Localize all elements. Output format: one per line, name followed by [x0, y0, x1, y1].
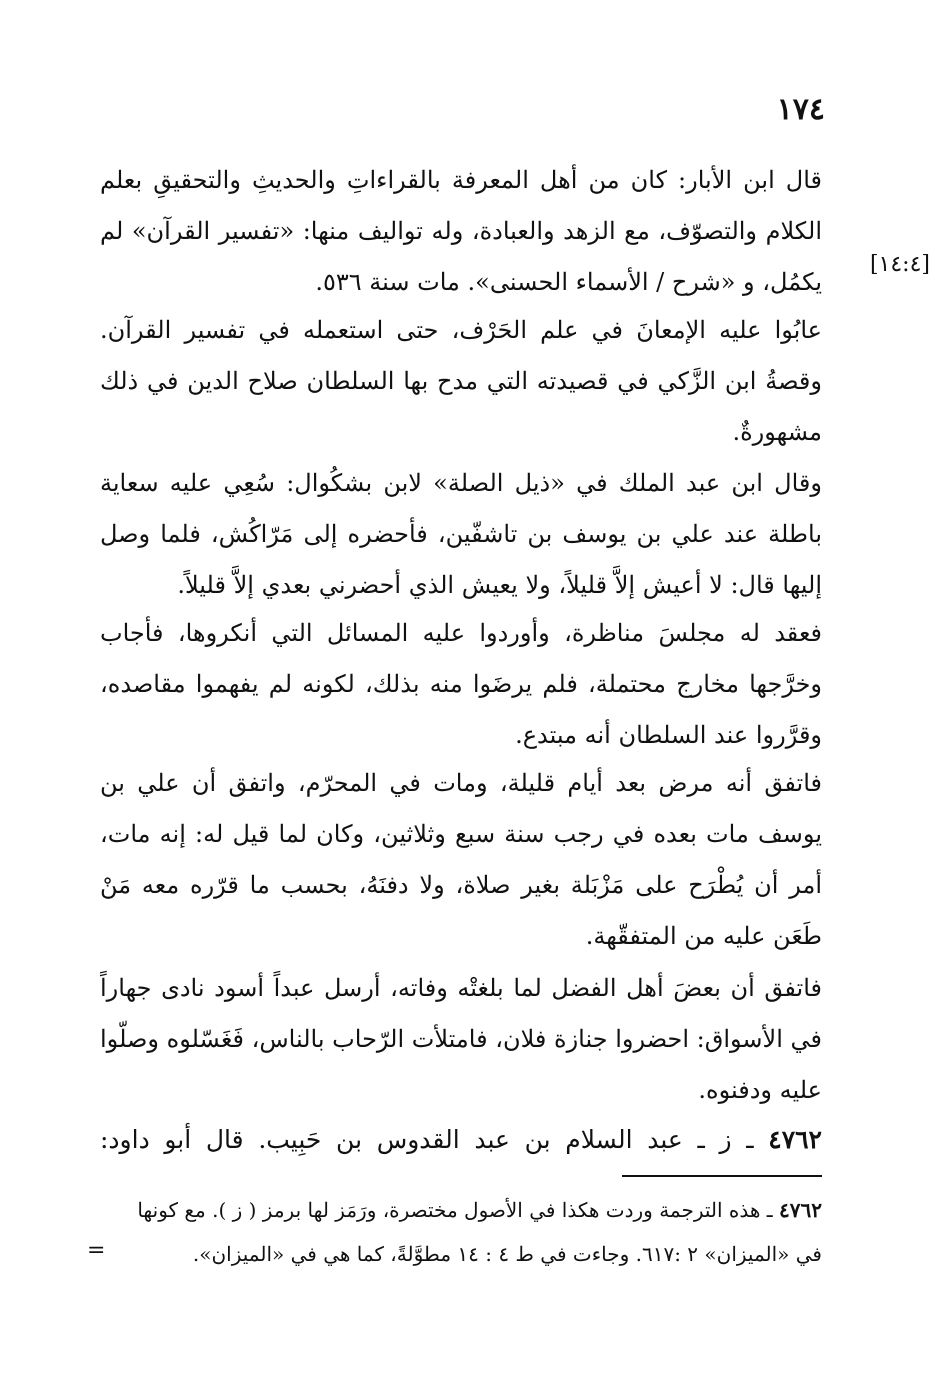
footnote-text-1: ـ هذه الترجمة وردت هكذا في الأصول مختصرة، ورَمَز لها برمز ( ز ). مع كونها: [137, 1198, 773, 1222]
paragraph-text: وقال ابن عبد الملك في «ذيل الصلة» لابن بشكُوال: سُعِي عليه سعاية باطلة عند علي بن يوسف بن تاشفّين، فأحضره إلى مَرّاكُش، فلما وصل إليها قال: لا أعيش إلاَّ قليلاً، ولا يعيش الذي أحضرني بعدي إلاَّ قليلاً.: [100, 469, 822, 599]
paragraph-text: قال ابن الأبار: كان من أهل المعرفة بالقراءاتِ والحديثِ والتحقيقِ بعلم الكلام والتصوّف، مع الزهد والعبادة، وله تواليف منها: «تفسير القرآن» لم يكمُل، و «شرح / الأسماء الحسنى». مات سنة ٥٣٦.: [100, 166, 822, 296]
continuation-mark: =: [87, 1238, 106, 1263]
margin-note: [١٤:٤]: [869, 252, 930, 277]
paragraph-4: [100, 608, 822, 761]
footnote-line-2: في «الميزان» ٢ :٦١٧. وجاءت في ط ٤ : ١٤ مطوَّلةً، كما هي في «الميزان».: [192, 1242, 822, 1266]
paragraph-5: [100, 758, 822, 962]
paragraph-6: [100, 963, 822, 1116]
entry-heading: [100, 1120, 822, 1160]
paragraph-text: فاتفق أنه مرض بعد أيام قليلة، ومات في المحرّم، واتفق أن علي بن يوسف مات بعده في رجب سنة سبع وثلاثين، وكان لما قيل له: إنه مات، أمر أن يُطْرَح على مَزْبَلة بغير صلاة، ولا دفنَهُ، بحسب ما قرّره معه مَنْ طَعَن عليه من المتفقّهة.: [100, 769, 822, 950]
page-number: ١٧٤: [776, 92, 825, 127]
paragraph-1: [100, 155, 822, 308]
entry-text: ـ ز ـ عبد السلام بن عبد القدوس بن حَبِيب. قال أبو داود:: [100, 1125, 754, 1154]
entry-number: ٤٧٦٢: [768, 1125, 822, 1154]
footnote-line-1: [100, 1188, 822, 1232]
paragraph-2: [100, 305, 822, 458]
footnote: [100, 1188, 822, 1276]
paragraph-text: فعقد له مجلسَ مناظرة، وأوردوا عليه المسائل التي أنكروها، فأجاب وخرَّجها مخارج محتملة، فلم يرضَوا منه بذلك، لكونه لم يفهموا مقاصده، وقرَّروا عند السلطان أنه مبتدع.: [100, 619, 822, 749]
paragraph-text: فاتفق أن بعضَ أهل الفضل لما بلغتْه وفاته، أرسل عبداً أسود نادى جهاراً في الأسواق: احضروا جنازة فلان، فامتلأت الرّحاب بالناس، فَغَسّلوه وصلّوا عليه ودفنوه.: [100, 974, 822, 1104]
paragraph-3: [100, 458, 822, 611]
paragraph-text: عابُوا عليه الإمعانَ في علم الحَرْف، حتى استعمله في تفسير القرآن. وقصةُ ابن الزَّكي في قصيدته التي مدح بها السلطان صلاح الدين في ذلك مشهورةٌ.: [100, 316, 822, 446]
footnote-number: ٤٧٦٢: [779, 1198, 822, 1222]
footnote-divider: [622, 1175, 822, 1177]
